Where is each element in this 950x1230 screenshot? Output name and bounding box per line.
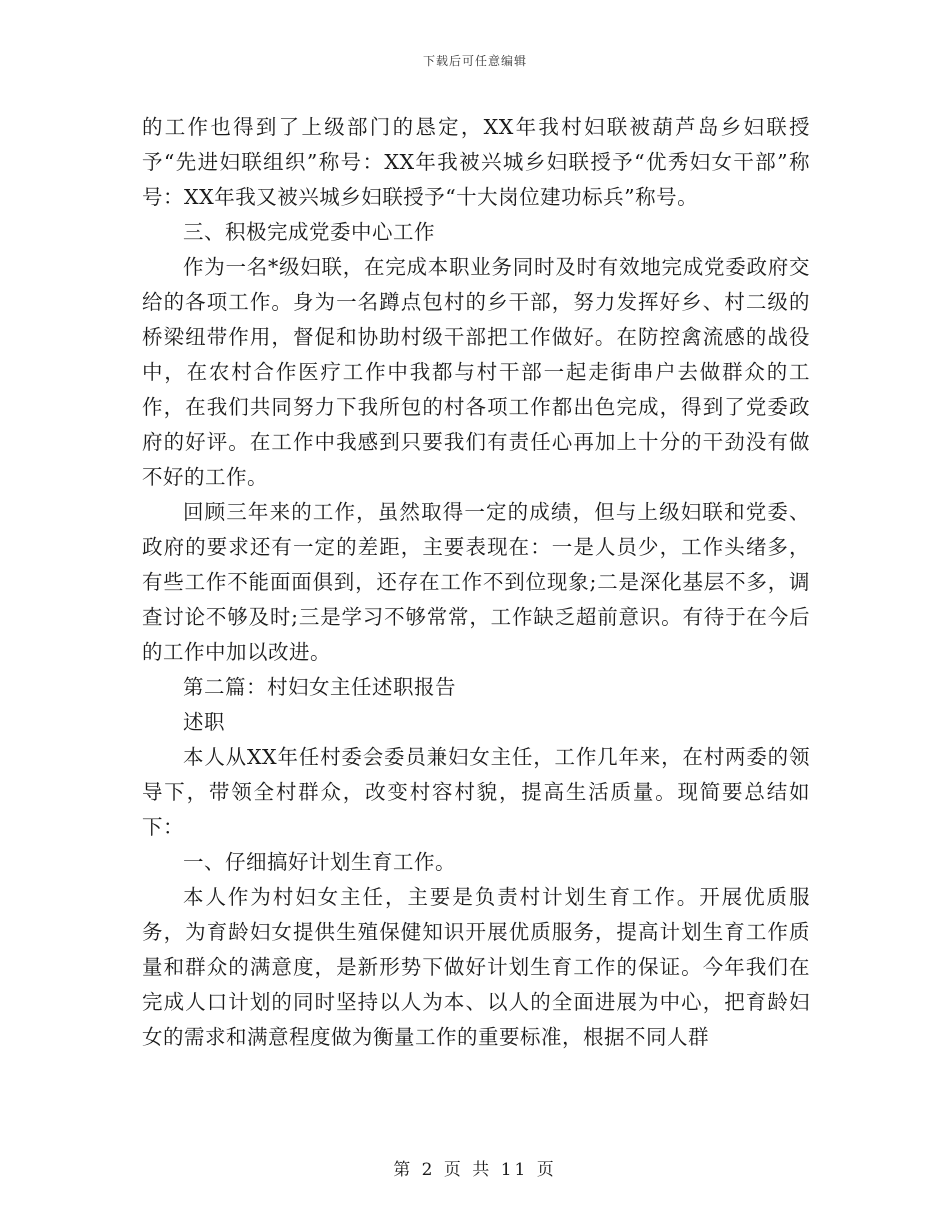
paragraph: 的工作也得到了上级部门的恳定，XX年我村妇联被葫芦岛乡妇联授予“先进妇联组织”称号：XX年我被兴城乡妇联授予“优秀妇女干部”称号：XX年我又被兴城乡妇联授予“十大岗位建功标兵”称号。 bbox=[142, 115, 810, 209]
section-heading: 述职 bbox=[183, 710, 225, 734]
paragraph: 作为一名*级妇联，在完成本职业务同时及时有效地完成党委政府交给的各项工作。身为一名蹲点包村的乡干部，努力发挥好乡、村二级的桥梁纽带作用，督促和协助村级干部把工作做好。在防控禽流感的战役中，在农村合作医疗工作中我都与村干部一起走街串户去做群众的工作，在我们共同努力下我所包的村各项工作都出色完成，得到了党委政府的好评。在工作中我感到只要我们有责任心再加上十分的干劲没有做不好的工作。 bbox=[142, 255, 810, 489]
page-header: 下载后可任意编辑 bbox=[422, 54, 527, 68]
paragraph: 本人从XX年任村委会委员兼妇女主任，工作几年来，在村两委的领导下，带领全村群众，改变村容村貌，提高生活质量。现简要总结如下： bbox=[142, 745, 810, 839]
document-body bbox=[142, 110, 810, 1055]
section-heading: 一、仔细搞好计划生育工作。 bbox=[183, 850, 456, 874]
paragraph: 本人作为村妇女主任，主要是负责村计划生育工作。开展优质服务，为育龄妇女提供生殖保健知识开展优质服务，提高计划生育工作质量和群众的满意度，是新形势下做好计划生育工作的保证。今年我们在完成人口计划的同时坚持以人为本、以人的全面进展为中心，把育龄妇女的需求和满意程度做为衡量工作的重要标准，根据不同人群 bbox=[142, 885, 810, 1049]
paragraph: 回顾三年来的工作，虽然取得一定的成绩，但与上级妇联和党委、政府的要求还有一定的差距，主要表现在：一是人员少，工作头绪多，有些工作不能面面俱到，还存在工作不到位现象;二是深化基层不多，调查讨论不够及时;三是学习不够常常，工作缺乏超前意识。有待于在今后的工作中加以改进。 bbox=[142, 500, 810, 664]
section-heading: 三、积极完成党委中心工作 bbox=[183, 220, 435, 244]
section-heading: 第二篇：村妇女主任述职报告 bbox=[183, 675, 456, 699]
page-number: 第 2 页 共 11 页 bbox=[393, 1160, 557, 1180]
